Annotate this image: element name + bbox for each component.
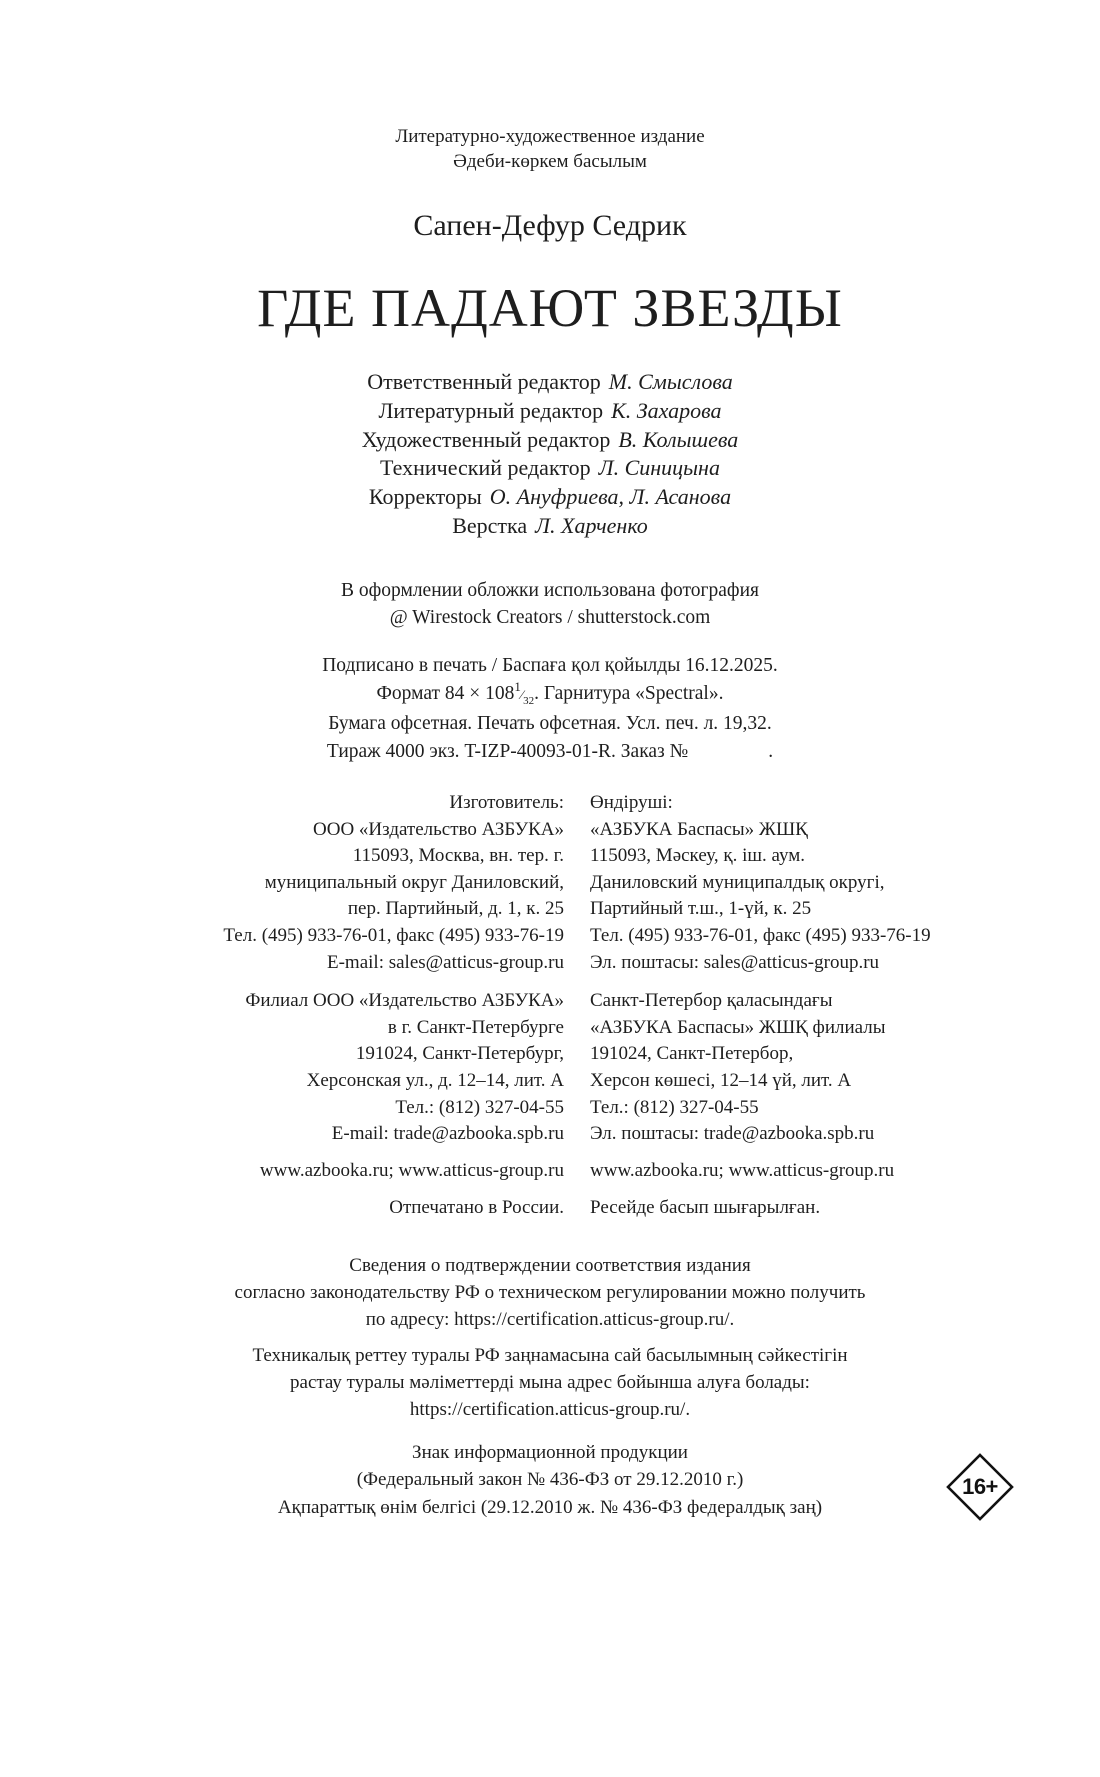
address-line: 191024, Санкт-Петербург, — [355, 1043, 564, 1065]
websites-line: www.azbooka.ru; www.atticus-group.ru — [590, 1159, 895, 1181]
branch-city: в г. Санкт-Петербурге — [387, 1016, 564, 1038]
address-line: Партийный т.ш., 1-үй, к. 25 — [590, 898, 812, 920]
email-line: Эл. поштасы: sales@atticus-group.ru — [590, 951, 880, 973]
credits-list — [0, 368, 1100, 541]
cover-photo-line-2: @ Wirestock Creators / shutterstock.com — [389, 607, 711, 628]
circulation-end: . — [768, 740, 774, 762]
cover-photo-credit — [0, 577, 1100, 631]
company-name: «АЗБУКА Баспасы» ЖШҚ — [590, 818, 808, 840]
certification-line: согласно законодательству РФ о техническом регулировании можно получить — [234, 1282, 866, 1303]
websites-ru — [223, 1158, 564, 1185]
format-suffix: . Гарнитура «Spectral». — [534, 682, 724, 704]
certification-line: Сведения о подтверждении соответствия издания — [349, 1255, 751, 1276]
address-line: 191024, Санкт-Петербор, — [590, 1043, 794, 1065]
credit-row — [0, 368, 1100, 397]
credit-name: Л. Синицына — [598, 455, 720, 481]
sign-line: Ақпараттық өнім белгісі (29.12.2010 ж. № 436-ФЗ федералдық заң) — [277, 1496, 823, 1518]
branch-city: «АЗБУКА Баспасы» ЖШҚ филиалы — [590, 1016, 886, 1038]
credit-row — [0, 397, 1100, 426]
credit-row — [0, 483, 1100, 512]
certification-line: по адресу: https://certification.atticus-group.ru/. — [365, 1309, 735, 1330]
address-line: Херсон көшесі, 12–14 үй, лит. А — [590, 1069, 852, 1091]
circulation-text: Тираж 4000 экз. T-IZP-40093-01-R. Заказ № — [326, 740, 689, 762]
address-line: пер. Партийный, д. 1, к. 25 — [347, 898, 564, 920]
age-rating-badge — [946, 1453, 1014, 1521]
branch-name: Санкт-Петербор қаласындағы — [590, 990, 833, 1012]
address-line: 115093, Мәскеу, қ. іш. аум. — [590, 845, 806, 867]
credit-role: Верстка — [452, 512, 528, 538]
format-fraction: $1⁄_{32}$ — [514, 678, 535, 707]
email-line: E-mail: sales@atticus-group.ru — [327, 951, 564, 973]
credit-role: Технический редактор — [380, 455, 591, 481]
branch-name: Филиал ООО «Издательство АЗБУКА» — [245, 990, 564, 1012]
phone-line: Тел. (495) 933-76-01, факс (495) 933-76-19 — [590, 924, 931, 946]
signed-to-print: Подписано в печать / Баспаға қол қойылды 16.12.2025. — [322, 655, 778, 676]
manufacturer-kz-main — [590, 790, 931, 976]
credit-name: О. Ануфриева, Л. Асанова — [489, 484, 732, 510]
print-info — [0, 652, 1100, 765]
sign-line: (Федеральный закон № 436-ФЗ от 29.12.2010 г.) — [356, 1469, 744, 1491]
printed-line: Ресейде басып шығарылған. — [590, 1197, 821, 1219]
fraction-denominator: 32 — [523, 694, 535, 707]
credit-row — [0, 512, 1100, 541]
certification-info — [0, 1252, 1100, 1423]
credit-row — [0, 426, 1100, 455]
paper-line: Бумага офсетная. Печать офсетная. Усл. печ. л. 19,32. — [328, 713, 772, 734]
credit-name: Л. Харченко — [535, 512, 648, 538]
sign-line: Знак информационной продукции — [412, 1442, 688, 1463]
manufacturer-ru-column — [223, 790, 564, 1230]
info-product-sign — [0, 1439, 1100, 1521]
format-prefix: Формат 84 × 108 — [376, 682, 515, 704]
manufacturer-kz-branch — [590, 988, 931, 1148]
manufacturer-label: Изготовитель: — [449, 792, 564, 813]
certification-kz — [0, 1342, 1100, 1423]
address-line: 115093, Москва, вн. тер. г. — [352, 845, 564, 867]
genre-ru: Литературно-художественное издание — [395, 126, 705, 147]
credit-name: М. Смыслова — [608, 369, 733, 394]
email-line: Эл. поштасы: trade@azbooka.spb.ru — [590, 1123, 875, 1145]
address-line: муниципальный округ Даниловский, — [264, 871, 564, 893]
credit-row — [0, 454, 1100, 483]
phone-line: Тел.: (812) 327-04-55 — [395, 1096, 564, 1118]
format-line — [0, 680, 1100, 711]
cover-photo-line-1: В оформлении обложки использована фотография — [341, 580, 759, 601]
certification-line: https://certification.atticus-group.ru/. — [409, 1399, 691, 1420]
manufacturer-ru-branch — [223, 988, 564, 1148]
genre-block — [0, 124, 1100, 174]
certification-ru — [0, 1252, 1100, 1333]
circulation-line — [0, 738, 1100, 766]
phone-line: Тел. (495) 933-76-01, факс (495) 933-76-19 — [223, 924, 564, 946]
certification-line: Техникалық реттеу туралы РФ заңнамасына сай басылымның сәйкестігін — [252, 1345, 848, 1366]
credit-role: Художественный редактор — [361, 426, 611, 452]
websites-line: www.azbooka.ru; www.atticus-group.ru — [259, 1159, 564, 1181]
age-rating-label: 16+ — [962, 1474, 998, 1499]
credit-role: Корректоры — [368, 484, 482, 510]
address-line: Херсонская ул., д. 12–14, лит. А — [306, 1069, 564, 1091]
websites-kz — [590, 1158, 931, 1185]
genre-kz: Әдеби-көркем басылым — [453, 151, 647, 172]
certification-line: растау туралы мәліметтерді мына адрес бойынша алуға болады: — [290, 1372, 810, 1393]
printed-in-ru — [223, 1195, 564, 1222]
printed-in-kz — [590, 1195, 931, 1222]
company-name: ООО «Издательство АЗБУКА» — [313, 818, 564, 840]
printed-line: Отпечатано в России. — [389, 1197, 564, 1219]
email-line: E-mail: trade@azbooka.spb.ru — [331, 1123, 564, 1145]
manufacturer-label: Өндіруші: — [590, 792, 673, 813]
manufacturer-kz-column — [590, 790, 931, 1230]
manufacturer-ru-main — [223, 790, 564, 976]
fraction-numerator: 1 — [514, 678, 521, 694]
author-name: Сапен-Дефур Седрик — [413, 209, 687, 242]
book-title: ГДЕ ПАДАЮТ ЗВЕЗДЫ — [257, 278, 843, 338]
credit-role: Литературный редактор — [378, 397, 604, 423]
credit-name: К. Захарова — [611, 397, 722, 423]
credit-name: В. Колышева — [618, 426, 739, 452]
address-line: Даниловский муниципалдық округі, — [590, 871, 885, 893]
credit-role: Ответственный редактор — [367, 369, 601, 394]
phone-line: Тел.: (812) 327-04-55 — [590, 1096, 759, 1118]
